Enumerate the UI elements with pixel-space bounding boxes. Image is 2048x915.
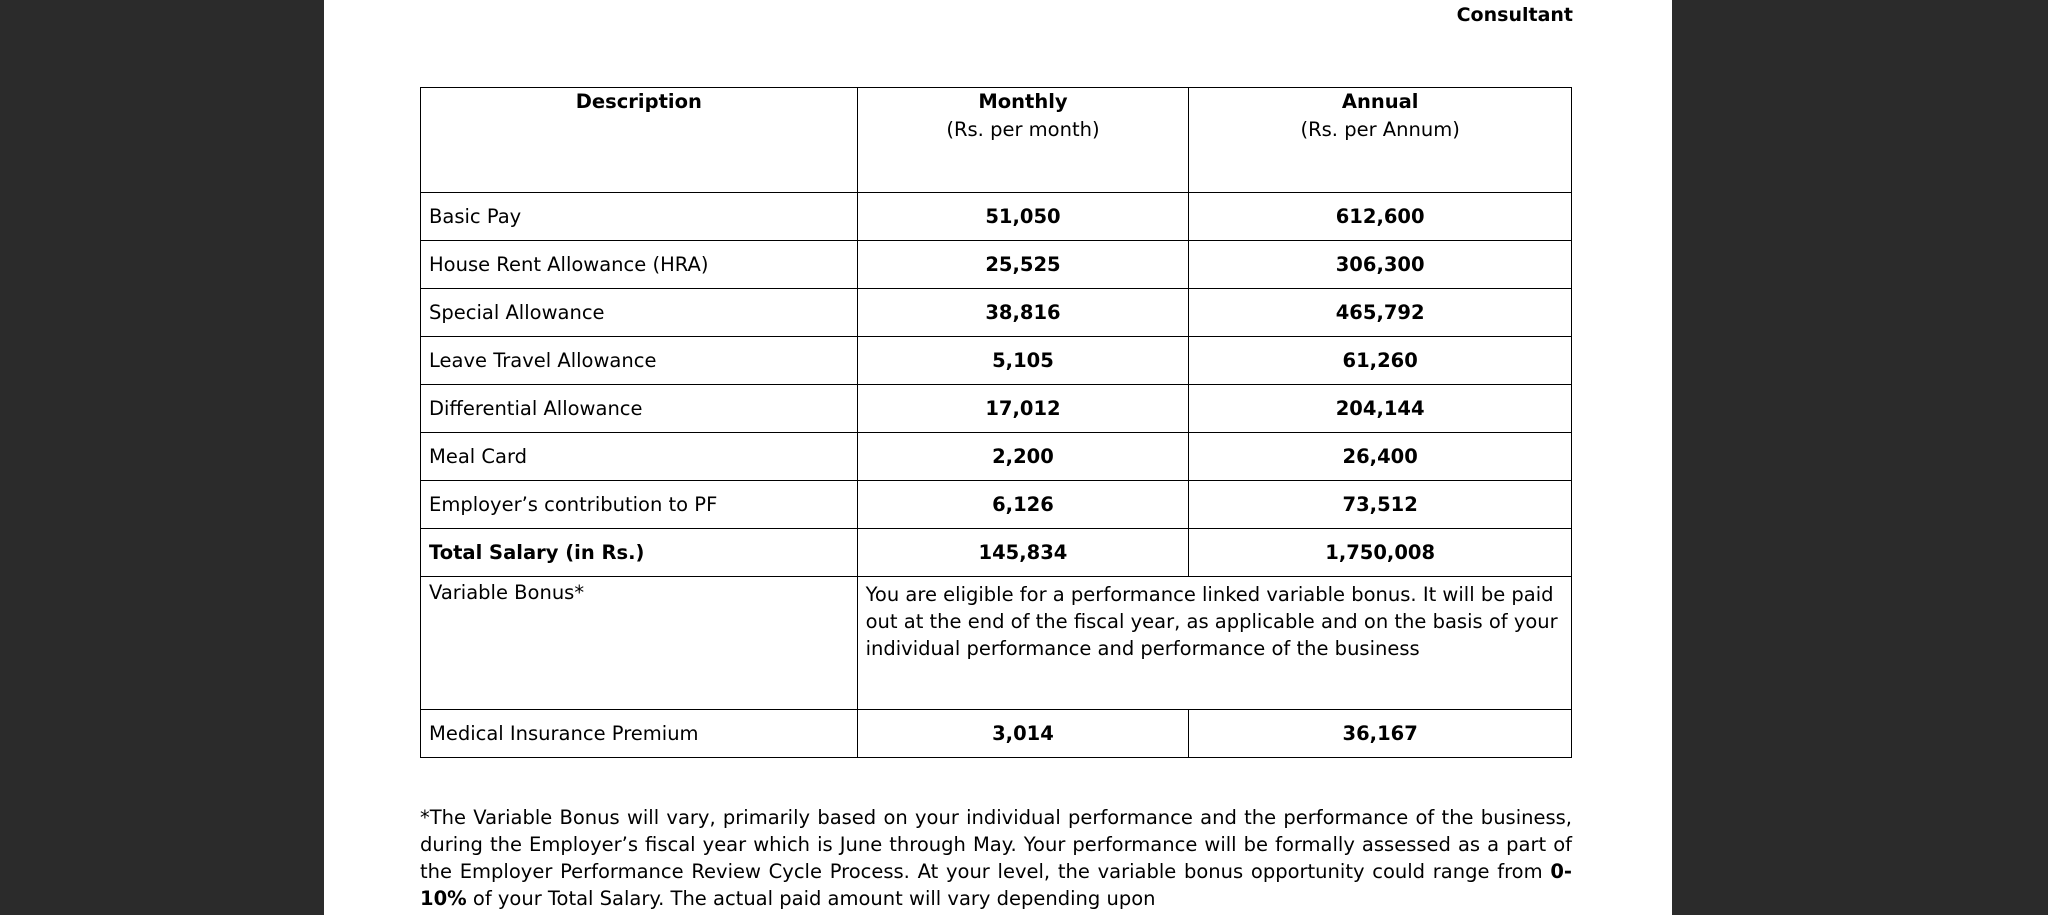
column-header-title: Description (575, 90, 702, 113)
footnote-text-after: of your Total Salary. The actual paid amount will vary depending upon (466, 887, 1156, 910)
medical-description: Medical Insurance Premium (421, 710, 858, 758)
row-description: Basic Pay (421, 193, 858, 241)
column-header-annual (1189, 88, 1572, 193)
row-monthly-value: 6,126 (857, 481, 1189, 529)
column-header-title: Monthly (978, 90, 1068, 113)
row-monthly-value: 51,050 (857, 193, 1189, 241)
column-header-title: Annual (1341, 90, 1419, 113)
row-description: House Rent Allowance (HRA) (421, 241, 858, 289)
bonus-note: You are eligible for a performance linked variable bonus. It will be paid out at the end of the fiscal year, as applicable and on the basis of your individual performance and performance of the business (857, 577, 1571, 710)
total-annual-value: 1,750,008 (1189, 529, 1572, 577)
medical-monthly-value: 3,014 (857, 710, 1189, 758)
column-header-description (421, 88, 858, 193)
salary-table (420, 87, 1572, 758)
table-row (421, 481, 1572, 529)
total-salary-row (421, 529, 1572, 577)
table-row (421, 289, 1572, 337)
column-header-subtitle: (Rs. per Annum) (1300, 118, 1460, 141)
variable-bonus-footnote (420, 804, 1572, 912)
row-monthly-value: 25,525 (857, 241, 1189, 289)
column-header-monthly (857, 88, 1189, 193)
total-monthly-value: 145,834 (857, 529, 1189, 577)
row-description: Leave Travel Allowance (421, 337, 858, 385)
row-annual-value: 73,512 (1189, 481, 1572, 529)
row-annual-value: 61,260 (1189, 337, 1572, 385)
document-page (324, 0, 1672, 915)
medical-annual-value: 36,167 (1189, 710, 1572, 758)
table-row (421, 241, 1572, 289)
table-header-row (421, 88, 1572, 193)
footnote-bonus-range: 0-10% (420, 860, 1572, 910)
row-description: Differential Allowance (421, 385, 858, 433)
row-annual-value: 204,144 (1189, 385, 1572, 433)
row-monthly-value: 5,105 (857, 337, 1189, 385)
role-title: Consultant (1456, 4, 1573, 26)
row-monthly-value: 38,816 (857, 289, 1189, 337)
row-description: Special Allowance (421, 289, 858, 337)
table-row (421, 385, 1572, 433)
variable-bonus-row (421, 577, 1572, 710)
footnote-text-before: *The Variable Bonus will vary, primarily based on your individual performance and the performance of the business, during the Employer’s fiscal year which is June through May. Your performance will be formally assessed as a part of the Employer Performance Review Cycle Process. At your level, the variable bonus opportunity could range from (420, 806, 1572, 883)
row-description: Employer’s contribution to PF (421, 481, 858, 529)
bonus-description: Variable Bonus* (421, 577, 858, 710)
row-annual-value: 612,600 (1189, 193, 1572, 241)
total-description: Total Salary (in Rs.) (421, 529, 858, 577)
column-header-subtitle: (Rs. per month) (946, 118, 1100, 141)
row-annual-value: 465,792 (1189, 289, 1572, 337)
row-monthly-value: 2,200 (857, 433, 1189, 481)
medical-insurance-row (421, 710, 1572, 758)
table-row (421, 337, 1572, 385)
row-description: Meal Card (421, 433, 858, 481)
table-row (421, 433, 1572, 481)
row-monthly-value: 17,012 (857, 385, 1189, 433)
row-annual-value: 306,300 (1189, 241, 1572, 289)
row-annual-value: 26,400 (1189, 433, 1572, 481)
table-row (421, 193, 1572, 241)
